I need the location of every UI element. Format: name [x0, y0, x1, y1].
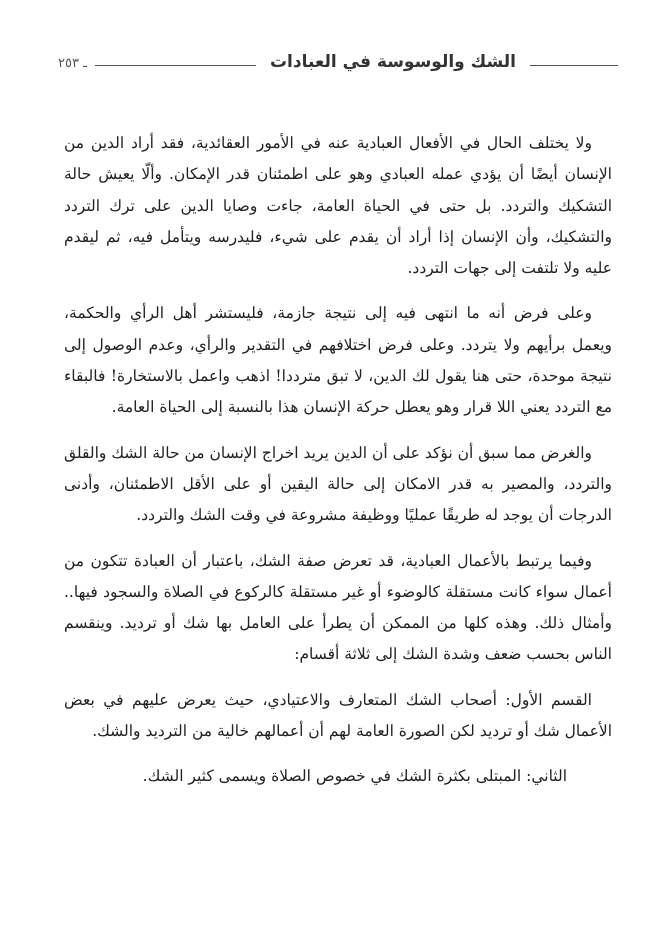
paragraph: وفيما يرتبط بالأعمال العبادية، قد تعرض صفة الشك، باعتبار أن العبادة تتكون من أعمال سواء كانت مستقلة كالوضوء أو غير مستقلة كالركوع في الصلاة والسجود فيها.. وأمثال ذلك. وهذه كلها من الممكن أن يطرأ على العامل بها شك أو ترديد. وينقسم الناس بحسب ضعف وشدة الشك إلى ثلاثة أقسام: — [64, 551, 612, 664]
running-title: الشك والوسوسة في العبادات — [256, 52, 530, 72]
page-number: ـ ٢٥٣ — [58, 56, 95, 71]
paragraph: الثاني: المبتلى بكثرة الشك في خصوص الصلاة ويسمى كثير الشك. — [142, 767, 567, 786]
paragraph: وعلى فرض أنه ما انتهى فيه إلى نتيجة جازمة، فليستشر أهل الرأي والحكمة، ويعمل برأيهم ولا يتردد. وعلى فرض اختلافهم في التقدير والرأي، وعدم الوصول إلى نتيجة موحدة، حتى هنا يقول لك الدين، لا تبق مترددا! اذهب واعمل بالاستخارة! فالبقاء مع التردد يعني اللا قرار وهو يعطل حركة الإنسان هذا بالنسبة إلى الحياة العامة. — [64, 304, 612, 417]
paragraph: ولا يختلف الحال في الأفعال العبادية عنه في الأمور العقائدية، فقد أراد الدين من الإنسان أيضًا أن يؤدي عمله العبادي وهو على اطمئنان قدر الإمكان. وألّا يعيش حالة التشكيك والتردد. بل حتى في الحياة العامة، جاءت وصايا الدين على ترك التردد والتشكيك، وأن الإنسان إذا أراد أن يقدم على شيء، فليدرسه ويتأمل فيه، ثم ليقدم عليه ولا تلتفت إلى جهات التردد. — [64, 134, 612, 278]
paragraph: والغرض مما سبق أن نؤكد على أن الدين يريد اخراج الإنسان من حالة الشك والقلق والتردد، والمصير به قدر الامكان إلى حالة اليقين أو على الأقل الاطمئنان، وأدنى الدرجات أن يوجد له طريقًا عمليًا ووظيفة مشروعة في وقت الشك والتردد. — [64, 443, 612, 525]
body-text — [64, 128, 612, 807]
page-header — [58, 50, 618, 90]
paragraph: القسم الأول: أصحاب الشك المتعارف والاعتيادي، حيث يعرض عليهم في بعض الأعمال شك أو ترديد لكن الصورة العامة لهم أن أعمالهم خالية من الترديد والشك. — [64, 690, 612, 741]
